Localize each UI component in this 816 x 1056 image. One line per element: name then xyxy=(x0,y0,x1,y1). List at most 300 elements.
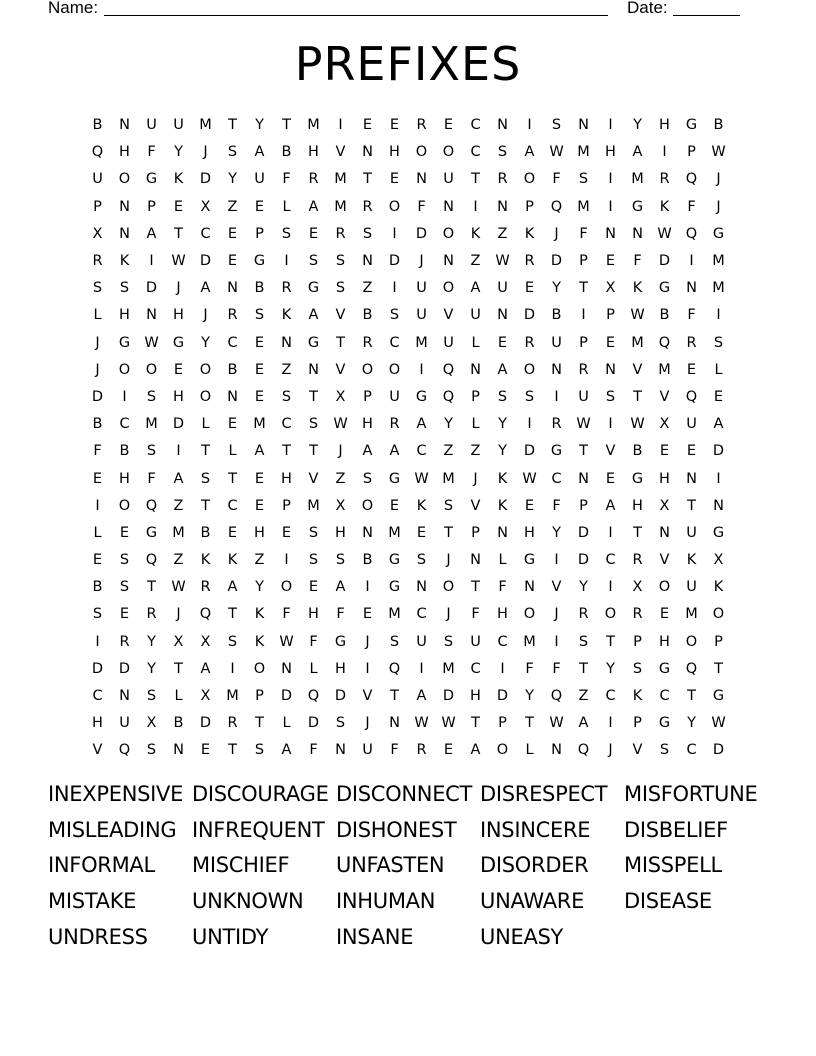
grid-letter[interactable]: I xyxy=(527,117,532,134)
grid-letter[interactable]: S xyxy=(713,334,724,351)
grid-letter[interactable]: Y xyxy=(552,280,561,297)
grid-letter[interactable]: E xyxy=(119,606,130,623)
grid-letter[interactable]: T xyxy=(687,688,696,705)
grid-letter[interactable]: O xyxy=(496,742,509,759)
grid-letter[interactable]: H xyxy=(605,144,616,161)
grid-letter[interactable]: I xyxy=(554,552,559,569)
grid-letter[interactable]: E xyxy=(227,416,238,433)
grid-letter[interactable]: I xyxy=(527,416,532,433)
grid-letter[interactable]: Z xyxy=(578,688,589,705)
grid-letter[interactable]: T xyxy=(471,171,480,188)
grid-letter[interactable]: Y xyxy=(147,633,156,650)
grid-letter[interactable]: T xyxy=(309,388,318,405)
grid-letter[interactable]: J xyxy=(95,361,100,378)
grid-letter[interactable]: C xyxy=(227,334,238,351)
grid-letter[interactable]: C xyxy=(686,742,697,759)
grid-letter[interactable]: M xyxy=(442,470,455,487)
grid-letter[interactable]: U xyxy=(686,579,697,596)
grid-letter[interactable]: Y xyxy=(147,660,156,677)
grid-letter[interactable]: E xyxy=(254,334,265,351)
grid-letter[interactable]: O xyxy=(199,388,212,405)
grid-letter[interactable]: N xyxy=(605,225,616,242)
grid-letter[interactable]: Z xyxy=(443,443,454,460)
grid-letter[interactable]: S xyxy=(119,579,130,596)
grid-letter[interactable]: N xyxy=(281,334,292,351)
grid-letter[interactable]: G xyxy=(253,253,266,270)
grid-letter[interactable]: T xyxy=(471,579,480,596)
grid-letter[interactable]: S xyxy=(146,742,157,759)
grid-letter[interactable]: B xyxy=(551,307,562,324)
grid-letter[interactable]: R xyxy=(632,552,643,569)
grid-letter[interactable]: G xyxy=(685,117,698,134)
grid-letter[interactable]: T xyxy=(255,715,264,732)
grid-letter[interactable]: H xyxy=(308,606,319,623)
grid-letter[interactable]: G xyxy=(523,552,536,569)
grid-letter[interactable]: T xyxy=(201,443,210,460)
grid-letter[interactable]: B xyxy=(254,280,265,297)
grid-letter[interactable]: C xyxy=(200,225,211,242)
grid-letter[interactable]: Z xyxy=(362,280,373,297)
grid-letter[interactable]: A xyxy=(200,660,211,677)
grid-letter[interactable]: O xyxy=(523,171,536,188)
grid-letter[interactable]: V xyxy=(92,742,103,759)
grid-letter[interactable]: A xyxy=(254,144,265,161)
grid-letter[interactable]: P xyxy=(579,334,588,351)
grid-letter[interactable]: A xyxy=(713,416,724,433)
grid-letter[interactable]: D xyxy=(550,253,563,270)
grid-letter[interactable]: U xyxy=(443,171,454,188)
grid-letter[interactable]: T xyxy=(633,524,642,541)
grid-letter[interactable]: E xyxy=(227,253,238,270)
grid-letter[interactable]: J xyxy=(554,225,559,242)
grid-letter[interactable]: G xyxy=(334,633,347,650)
grid-letter[interactable]: V xyxy=(659,552,670,569)
grid-letter[interactable]: A xyxy=(173,470,184,487)
grid-letter[interactable]: N xyxy=(443,253,454,270)
grid-letter[interactable]: K xyxy=(524,225,535,242)
grid-letter[interactable]: U xyxy=(497,280,508,297)
grid-letter[interactable]: H xyxy=(659,117,670,134)
grid-letter[interactable]: P xyxy=(363,388,372,405)
grid-letter[interactable]: Y xyxy=(228,171,237,188)
grid-letter[interactable]: N xyxy=(470,361,481,378)
grid-letter[interactable]: S xyxy=(308,552,319,569)
grid-letter[interactable]: D xyxy=(577,552,590,569)
grid-letter[interactable]: W xyxy=(549,144,564,161)
grid-letter[interactable]: F xyxy=(525,660,534,677)
grid-letter[interactable]: I xyxy=(608,198,613,215)
grid-letter[interactable]: M xyxy=(712,253,725,270)
grid-letter[interactable]: U xyxy=(119,715,130,732)
grid-letter[interactable]: B xyxy=(362,307,373,324)
grid-letter[interactable]: D xyxy=(415,225,428,242)
grid-letter[interactable]: U xyxy=(551,334,562,351)
grid-letter[interactable]: I xyxy=(716,470,721,487)
grid-letter[interactable]: W xyxy=(522,470,537,487)
grid-letter[interactable]: Y xyxy=(444,416,453,433)
grid-letter[interactable]: K xyxy=(632,280,643,297)
grid-letter[interactable]: R xyxy=(551,416,562,433)
grid-letter[interactable]: S xyxy=(119,280,130,297)
grid-letter[interactable]: M xyxy=(199,117,212,134)
grid-letter[interactable]: B xyxy=(92,579,103,596)
grid-letter[interactable]: Y xyxy=(255,117,264,134)
grid-letter[interactable]: V xyxy=(470,497,481,514)
date-blank-line[interactable] xyxy=(673,15,740,16)
grid-letter[interactable]: D xyxy=(91,388,104,405)
grid-letter[interactable]: X xyxy=(92,225,103,242)
grid-letter[interactable]: T xyxy=(309,443,318,460)
grid-letter[interactable]: W xyxy=(171,253,186,270)
grid-letter[interactable]: N xyxy=(173,742,184,759)
grid-letter[interactable]: H xyxy=(119,144,130,161)
grid-letter[interactable]: F xyxy=(147,470,156,487)
grid-letter[interactable]: X xyxy=(632,579,643,596)
grid-letter[interactable]: R xyxy=(119,633,130,650)
grid-letter[interactable]: H xyxy=(659,470,670,487)
grid-letter[interactable]: U xyxy=(686,416,697,433)
grid-letter[interactable]: X xyxy=(200,688,211,705)
grid-letter[interactable]: E xyxy=(119,524,130,541)
grid-letter[interactable]: X xyxy=(659,416,670,433)
grid-letter[interactable]: T xyxy=(579,280,588,297)
grid-letter[interactable]: J xyxy=(365,715,370,732)
grid-letter[interactable]: N xyxy=(686,280,697,297)
grid-letter[interactable]: V xyxy=(362,688,373,705)
grid-letter[interactable]: I xyxy=(608,171,613,188)
grid-letter[interactable]: A xyxy=(605,497,616,514)
grid-letter[interactable]: Z xyxy=(281,361,292,378)
grid-letter[interactable]: I xyxy=(689,253,694,270)
grid-letter[interactable]: Q xyxy=(550,688,563,705)
grid-letter[interactable]: E xyxy=(605,334,616,351)
grid-letter[interactable]: I xyxy=(284,552,289,569)
grid-letter[interactable]: D xyxy=(118,660,131,677)
grid-letter[interactable]: O xyxy=(442,225,455,242)
grid-letter[interactable]: W xyxy=(576,416,591,433)
grid-letter[interactable]: B xyxy=(92,117,103,134)
grid-letter[interactable]: Y xyxy=(552,524,561,541)
grid-letter[interactable]: I xyxy=(608,416,613,433)
grid-letter[interactable]: G xyxy=(631,198,644,215)
grid-letter[interactable]: G xyxy=(712,524,725,541)
grid-letter[interactable]: H xyxy=(335,660,346,677)
grid-letter[interactable]: X xyxy=(200,633,211,650)
grid-letter[interactable]: N xyxy=(335,742,346,759)
grid-letter[interactable]: E xyxy=(254,361,265,378)
grid-letter[interactable]: P xyxy=(579,497,588,514)
grid-letter[interactable]: C xyxy=(389,334,400,351)
grid-letter[interactable]: N xyxy=(497,307,508,324)
grid-letter[interactable]: Y xyxy=(579,579,588,596)
grid-letter[interactable]: M xyxy=(388,524,401,541)
grid-letter[interactable]: A xyxy=(470,280,481,297)
grid-letter[interactable]: U xyxy=(254,171,265,188)
grid-letter[interactable]: A xyxy=(335,579,346,596)
grid-letter[interactable]: D xyxy=(199,715,212,732)
grid-letter[interactable]: Z xyxy=(173,497,184,514)
grid-letter[interactable]: G xyxy=(388,552,401,569)
grid-letter[interactable]: O xyxy=(604,606,617,623)
grid-letter[interactable]: C xyxy=(605,688,616,705)
grid-letter[interactable]: F xyxy=(309,633,318,650)
grid-letter[interactable]: B xyxy=(713,117,724,134)
grid-letter[interactable]: Q xyxy=(442,361,455,378)
grid-letter[interactable]: E xyxy=(443,117,454,134)
grid-letter[interactable]: O xyxy=(118,497,131,514)
grid-letter[interactable]: G xyxy=(415,388,428,405)
grid-letter[interactable]: T xyxy=(201,497,210,514)
grid-letter[interactable]: T xyxy=(687,497,696,514)
grid-letter[interactable]: Y xyxy=(174,144,183,161)
grid-letter[interactable]: A xyxy=(308,307,319,324)
grid-letter[interactable]: T xyxy=(336,334,345,351)
grid-letter[interactable]: S xyxy=(308,524,319,541)
grid-letter[interactable]: O xyxy=(442,579,455,596)
grid-letter[interactable]: V xyxy=(632,742,643,759)
grid-letter[interactable]: S xyxy=(92,280,103,297)
grid-letter[interactable]: F xyxy=(282,606,291,623)
grid-letter[interactable]: I xyxy=(554,633,559,650)
grid-letter[interactable]: G xyxy=(118,334,131,351)
grid-letter[interactable]: S xyxy=(146,688,157,705)
grid-letter[interactable]: N xyxy=(119,225,130,242)
grid-letter[interactable]: R xyxy=(389,416,400,433)
grid-letter[interactable]: E xyxy=(173,198,184,215)
grid-letter[interactable]: K xyxy=(254,633,265,650)
grid-letter[interactable]: S xyxy=(335,253,346,270)
grid-letter[interactable]: T xyxy=(147,579,156,596)
grid-letter[interactable]: N xyxy=(281,660,292,677)
grid-letter[interactable]: K xyxy=(200,552,211,569)
grid-letter[interactable]: T xyxy=(282,117,291,134)
grid-letter[interactable]: I xyxy=(608,579,613,596)
grid-letter[interactable]: H xyxy=(119,307,130,324)
grid-letter[interactable]: Q xyxy=(145,552,158,569)
grid-letter[interactable]: S xyxy=(551,117,562,134)
grid-letter[interactable]: Q xyxy=(685,225,698,242)
grid-letter[interactable]: T xyxy=(228,117,237,134)
grid-letter[interactable]: L xyxy=(228,443,237,460)
grid-letter[interactable]: D xyxy=(280,688,293,705)
grid-letter[interactable]: N xyxy=(605,361,616,378)
grid-letter[interactable]: S xyxy=(227,144,238,161)
grid-letter[interactable]: S xyxy=(416,552,427,569)
grid-letter[interactable]: X xyxy=(146,715,157,732)
grid-letter[interactable]: T xyxy=(174,225,183,242)
grid-letter[interactable]: N xyxy=(308,361,319,378)
grid-letter[interactable]: E xyxy=(254,388,265,405)
grid-letter[interactable]: B xyxy=(227,361,238,378)
grid-letter[interactable]: I xyxy=(176,443,181,460)
grid-letter[interactable]: S xyxy=(92,606,103,623)
grid-letter[interactable]: C xyxy=(497,633,508,650)
grid-letter[interactable]: J xyxy=(203,144,208,161)
grid-letter[interactable]: X xyxy=(659,497,670,514)
grid-letter[interactable]: F xyxy=(93,443,102,460)
grid-letter[interactable]: M xyxy=(577,144,590,161)
grid-letter[interactable]: I xyxy=(95,497,100,514)
grid-letter[interactable]: O xyxy=(523,361,536,378)
grid-letter[interactable]: S xyxy=(335,280,346,297)
grid-letter[interactable]: L xyxy=(309,660,318,677)
grid-letter[interactable]: Q xyxy=(199,606,212,623)
grid-letter[interactable]: Q xyxy=(388,660,401,677)
grid-letter[interactable]: K xyxy=(173,171,184,188)
grid-letter[interactable]: J xyxy=(203,307,208,324)
grid-letter[interactable]: A xyxy=(308,198,319,215)
grid-letter[interactable]: O xyxy=(118,171,131,188)
grid-letter[interactable]: D xyxy=(658,253,671,270)
grid-letter[interactable]: V xyxy=(443,307,454,324)
grid-letter[interactable]: P xyxy=(147,198,156,215)
grid-letter[interactable]: E xyxy=(605,253,616,270)
grid-letter[interactable]: P xyxy=(93,198,102,215)
grid-letter[interactable]: H xyxy=(173,307,184,324)
grid-letter[interactable]: I xyxy=(500,660,505,677)
grid-letter[interactable]: H xyxy=(497,606,508,623)
grid-letter[interactable]: N xyxy=(416,579,427,596)
grid-letter[interactable]: H xyxy=(470,688,481,705)
grid-letter[interactable]: I xyxy=(554,388,559,405)
grid-letter[interactable]: E xyxy=(416,524,427,541)
grid-letter[interactable]: L xyxy=(174,688,183,705)
grid-letter[interactable]: K xyxy=(632,688,643,705)
grid-letter[interactable]: R xyxy=(227,307,238,324)
grid-letter[interactable]: R xyxy=(362,198,373,215)
grid-letter[interactable]: F xyxy=(633,253,642,270)
grid-letter[interactable]: S xyxy=(362,225,373,242)
grid-letter[interactable]: F xyxy=(309,742,318,759)
grid-letter[interactable]: B xyxy=(119,443,130,460)
grid-letter[interactable]: C xyxy=(92,688,103,705)
grid-letter[interactable]: O xyxy=(253,660,266,677)
grid-letter[interactable]: N xyxy=(497,198,508,215)
grid-letter[interactable]: W xyxy=(711,715,726,732)
grid-letter[interactable]: N xyxy=(146,307,157,324)
grid-letter[interactable]: R xyxy=(686,334,697,351)
grid-letter[interactable]: I xyxy=(608,715,613,732)
grid-letter[interactable]: J xyxy=(554,606,559,623)
grid-letter[interactable]: H xyxy=(92,715,103,732)
grid-letter[interactable]: J xyxy=(716,171,721,188)
grid-letter[interactable]: O xyxy=(415,144,428,161)
grid-letter[interactable]: N xyxy=(362,524,373,541)
grid-letter[interactable]: Z xyxy=(335,470,346,487)
grid-letter[interactable]: K xyxy=(497,470,508,487)
grid-letter[interactable]: Q xyxy=(118,742,131,759)
grid-letter[interactable]: A xyxy=(416,416,427,433)
grid-letter[interactable]: P xyxy=(282,497,291,514)
grid-letter[interactable]: Q xyxy=(685,171,698,188)
grid-letter[interactable]: I xyxy=(149,253,154,270)
grid-letter[interactable]: P xyxy=(255,225,264,242)
grid-letter[interactable]: M xyxy=(442,660,455,677)
grid-letter[interactable]: E xyxy=(497,334,508,351)
grid-letter[interactable]: U xyxy=(362,742,373,759)
grid-letter[interactable]: W xyxy=(333,416,348,433)
grid-letter[interactable]: S xyxy=(497,388,508,405)
grid-letter[interactable]: F xyxy=(552,171,561,188)
grid-letter[interactable]: E xyxy=(254,198,265,215)
grid-letter[interactable]: K xyxy=(470,225,481,242)
grid-letter[interactable]: R xyxy=(92,253,103,270)
grid-letter[interactable]: H xyxy=(119,470,130,487)
grid-letter[interactable]: F xyxy=(687,198,696,215)
grid-letter[interactable]: C xyxy=(416,443,427,460)
grid-letter[interactable]: A xyxy=(470,742,481,759)
grid-letter[interactable]: A xyxy=(200,280,211,297)
grid-letter[interactable]: R xyxy=(632,606,643,623)
grid-letter[interactable]: W xyxy=(144,334,159,351)
grid-letter[interactable]: N xyxy=(362,144,373,161)
grid-letter[interactable]: Q xyxy=(685,660,698,677)
grid-letter[interactable]: C xyxy=(416,606,427,623)
grid-letter[interactable]: M xyxy=(523,633,536,650)
grid-letter[interactable]: O xyxy=(712,606,725,623)
grid-letter[interactable]: J xyxy=(473,470,478,487)
grid-letter[interactable]: M xyxy=(172,524,185,541)
grid-letter[interactable]: A xyxy=(146,225,157,242)
grid-letter[interactable]: J xyxy=(365,633,370,650)
grid-letter[interactable]: H xyxy=(308,144,319,161)
grid-letter[interactable]: Q xyxy=(658,334,671,351)
grid-letter[interactable]: V xyxy=(335,307,346,324)
grid-letter[interactable]: D xyxy=(199,253,212,270)
grid-letter[interactable]: U xyxy=(146,117,157,134)
grid-letter[interactable]: T xyxy=(471,715,480,732)
grid-letter[interactable]: J xyxy=(608,742,613,759)
grid-letter[interactable]: E xyxy=(389,497,400,514)
grid-letter[interactable]: O xyxy=(118,361,131,378)
grid-letter[interactable]: M xyxy=(685,606,698,623)
grid-letter[interactable]: S xyxy=(605,388,616,405)
grid-letter[interactable]: S xyxy=(443,633,454,650)
grid-letter[interactable]: Q xyxy=(307,688,320,705)
grid-letter[interactable]: M xyxy=(307,497,320,514)
grid-letter[interactable]: Y xyxy=(498,416,507,433)
grid-letter[interactable]: Y xyxy=(255,579,264,596)
grid-letter[interactable]: E xyxy=(362,117,373,134)
grid-letter[interactable]: N xyxy=(551,742,562,759)
grid-letter[interactable]: C xyxy=(470,660,481,677)
grid-letter[interactable]: U xyxy=(470,307,481,324)
grid-letter[interactable]: E xyxy=(524,497,535,514)
grid-letter[interactable]: R xyxy=(416,117,427,134)
grid-letter[interactable]: R xyxy=(335,225,346,242)
grid-letter[interactable]: B xyxy=(200,524,211,541)
grid-letter[interactable]: X xyxy=(173,633,184,650)
grid-letter[interactable]: E xyxy=(443,742,454,759)
grid-letter[interactable]: F xyxy=(147,144,156,161)
grid-letter[interactable]: N xyxy=(578,470,589,487)
grid-letter[interactable]: M xyxy=(712,280,725,297)
grid-letter[interactable]: J xyxy=(338,443,343,460)
grid-letter[interactable]: E xyxy=(200,742,211,759)
grid-letter[interactable]: L xyxy=(471,416,480,433)
grid-letter[interactable]: D xyxy=(523,443,536,460)
grid-letter[interactable]: U xyxy=(416,280,427,297)
grid-letter[interactable]: C xyxy=(227,497,238,514)
grid-letter[interactable]: B xyxy=(632,443,643,460)
grid-letter[interactable]: R xyxy=(146,606,157,623)
grid-letter[interactable]: I xyxy=(284,253,289,270)
grid-letter[interactable]: S xyxy=(578,633,589,650)
grid-letter[interactable]: D xyxy=(712,443,725,460)
grid-letter[interactable]: Z xyxy=(254,552,265,569)
grid-letter[interactable]: W xyxy=(171,579,186,596)
grid-letter[interactable]: O xyxy=(388,361,401,378)
